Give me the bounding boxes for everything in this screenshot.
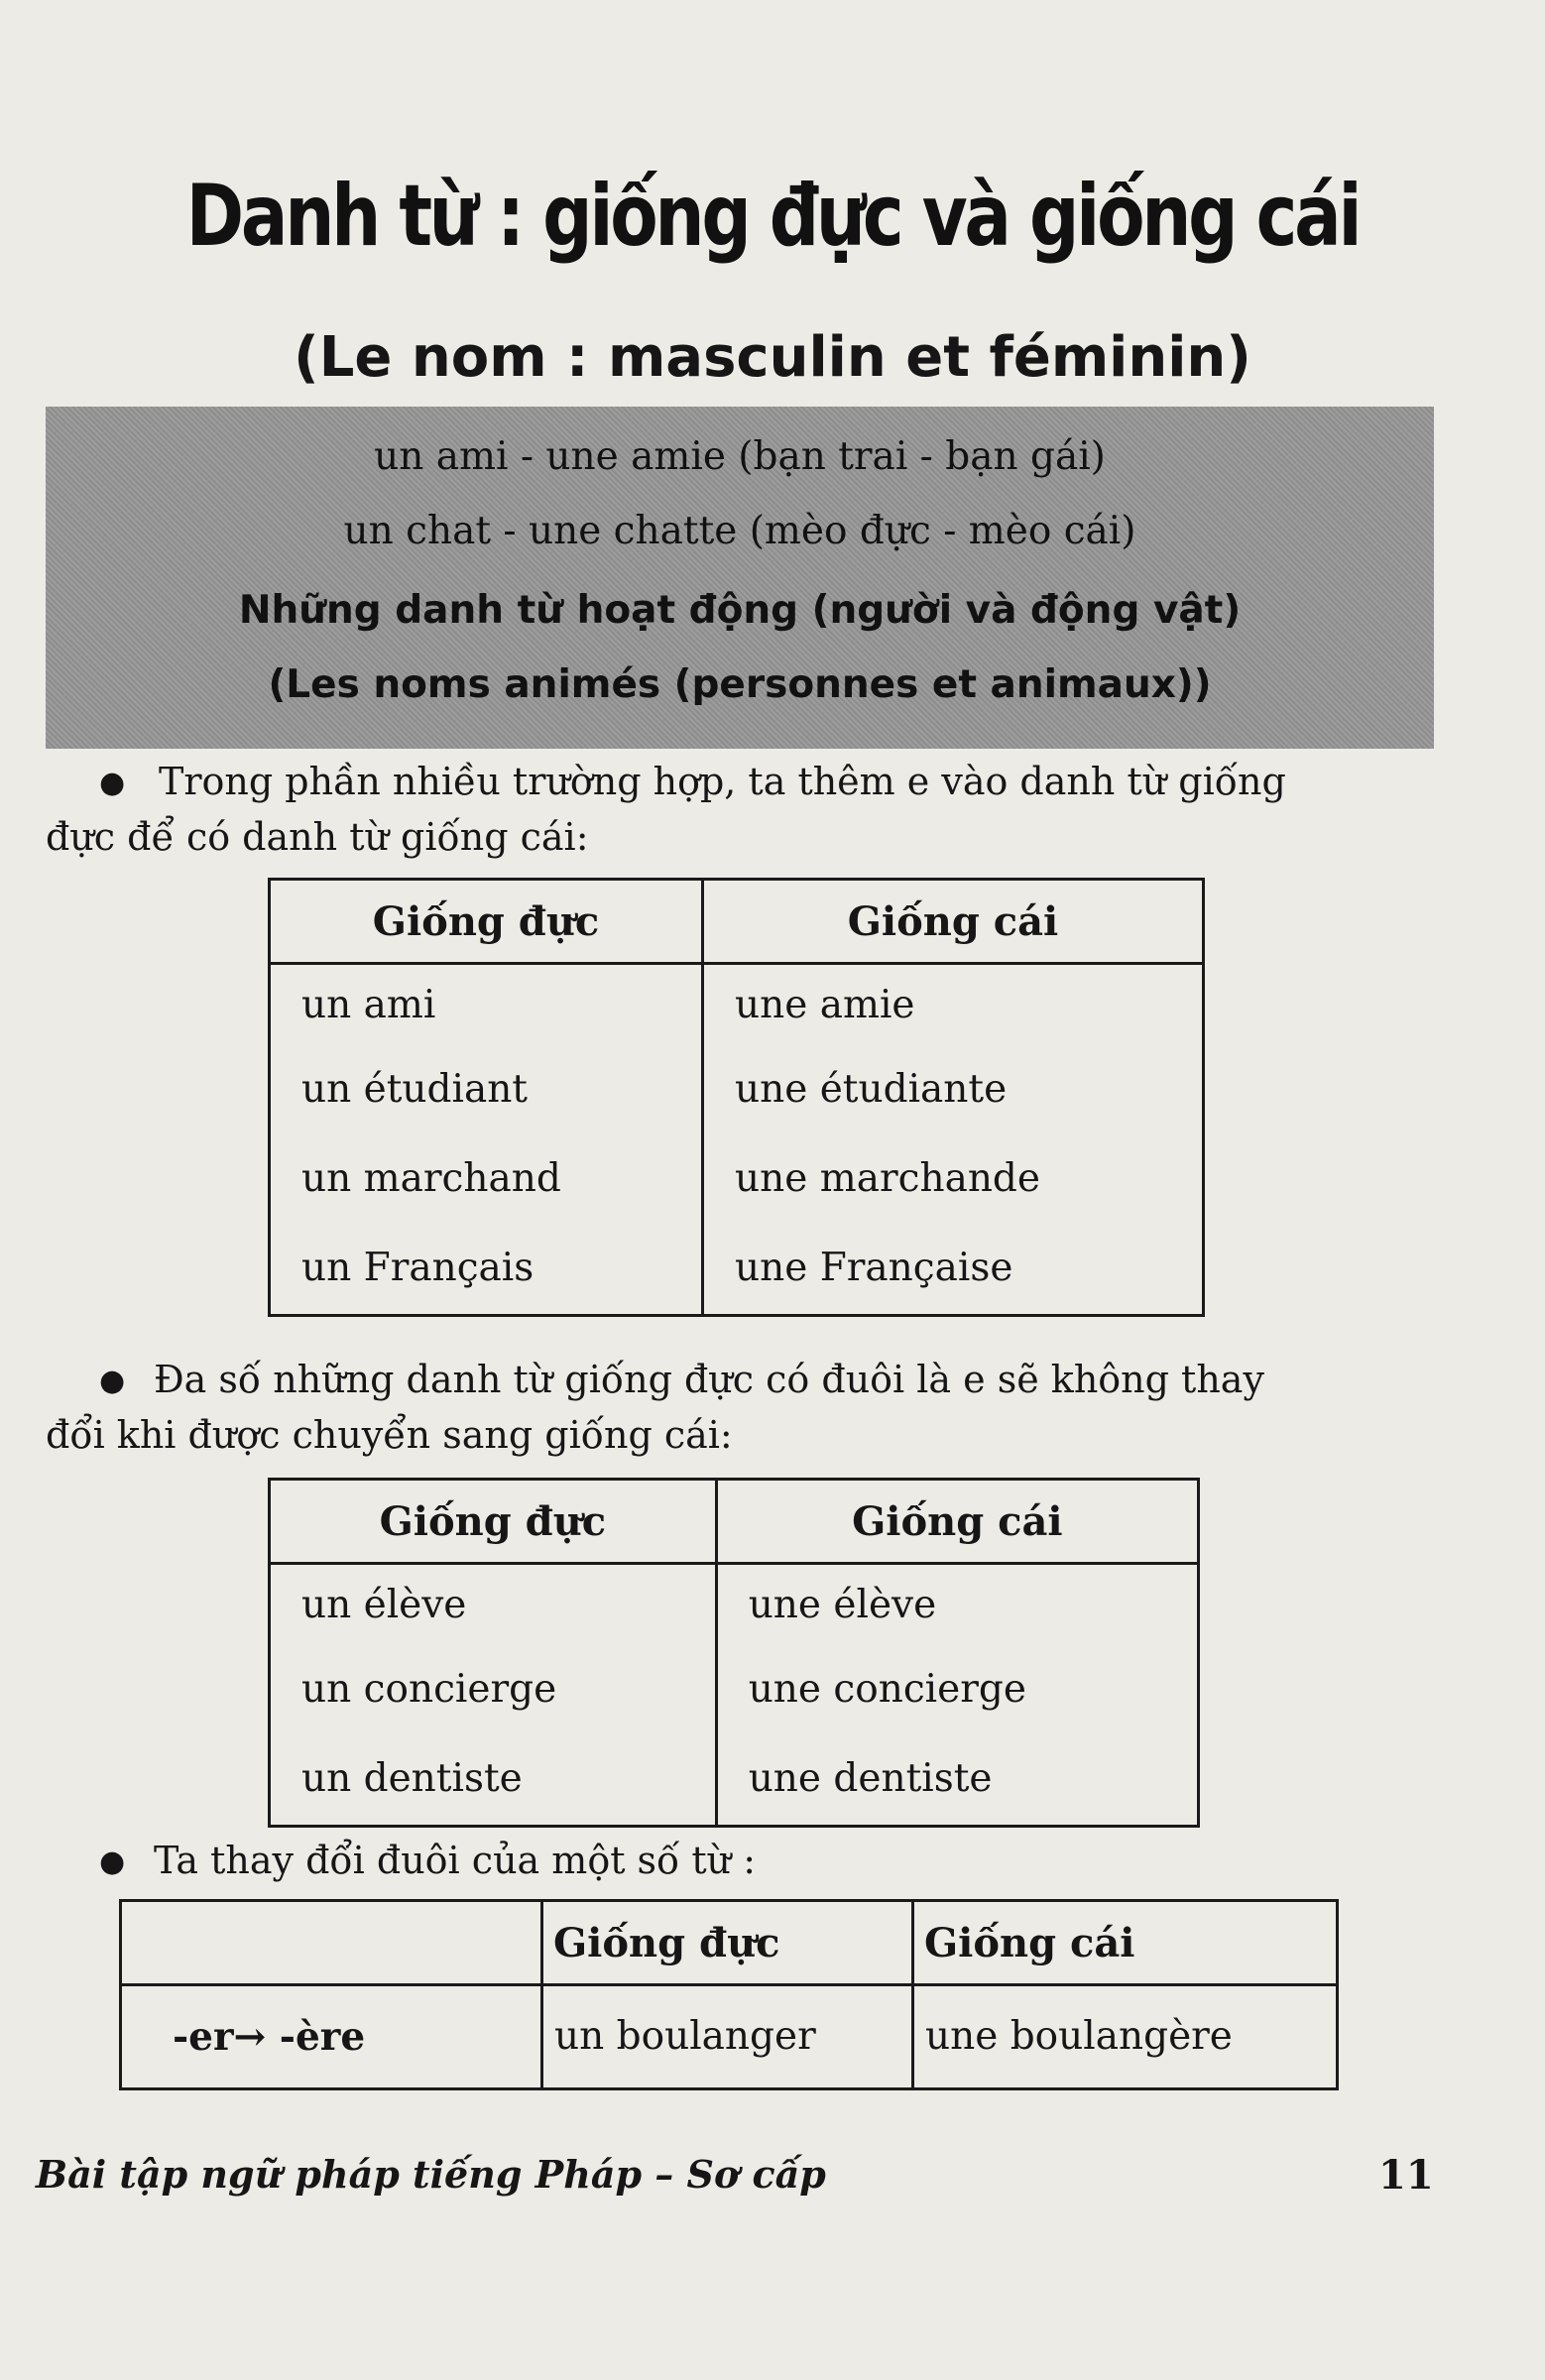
table-cell: une dentiste: [748, 1756, 993, 1801]
page-title: Danh từ : giống đực và giống cái: [185, 167, 1360, 266]
table-cell: une amie: [735, 983, 915, 1027]
rule-text: -er→ -ère: [173, 2014, 366, 2060]
table-row: [121, 1985, 1338, 2089]
table-cell: une Française: [735, 1246, 1013, 1290]
table-unchanged-e: [268, 1478, 1200, 1828]
footer-book-title: Bài tập ngữ pháp tiếng Pháp – Sơ cấp: [36, 2152, 826, 2197]
table-cell: un concierge: [301, 1667, 557, 1712]
intro-banner: [46, 407, 1434, 749]
table-cell: un Français: [301, 1246, 535, 1290]
column-header-feminine: Giống cái: [703, 880, 1204, 964]
column-header-masculine: Giống đực: [270, 1480, 717, 1564]
banner-heading: Những danh từ hoạt động (người và động vật): [238, 588, 1242, 633]
table-cell: un dentiste: [301, 1756, 523, 1801]
banner-example-2: un chat - une chatte (mèo đực - mèo cái): [343, 509, 1136, 553]
feminine-column: [716, 1564, 1198, 1827]
page-subtitle: (Le nom : masculin et féminin): [294, 325, 1251, 390]
table-cell: une boulangère: [925, 2014, 1233, 2059]
table-header-row: [121, 1901, 1338, 1985]
table-ending-change: [119, 1899, 1339, 2090]
table-cell: une marchande: [735, 1156, 1040, 1201]
table-row: [270, 964, 1204, 1316]
masculine-column: [270, 1564, 717, 1827]
table-cell: un boulanger: [554, 2014, 816, 2059]
table-cell: un étudiant: [301, 1067, 528, 1112]
bullet-dot-icon: ●: [99, 766, 126, 800]
feminine-column: [703, 964, 1204, 1316]
bullet-dot-icon: ●: [99, 1844, 126, 1879]
table-cell: une étudiante: [735, 1067, 1008, 1112]
column-header-masculine: Giống đực: [270, 880, 703, 964]
table-cell: un élève: [301, 1583, 467, 1627]
column-header-feminine: Giống cái: [913, 1901, 1338, 1985]
masculine-cell: [542, 1985, 913, 2089]
table-header-row: [270, 1480, 1199, 1564]
column-header-rule: [121, 1901, 542, 1985]
bullet-dot-icon: ●: [99, 1364, 126, 1398]
section2-text-line2: đổi khi được chuyển sang giống cái:: [46, 1413, 733, 1457]
masculine-column: [270, 964, 703, 1316]
section1-text-line1: Trong phần nhiều trường hợp, ta thêm e vào danh từ giống: [159, 760, 1286, 803]
table-cell: un marchand: [301, 1156, 561, 1201]
table-cell: une concierge: [748, 1667, 1026, 1712]
section2-text-line1: Đa số những danh từ giống đực có đuôi là e sẽ không thay: [154, 1358, 1264, 1401]
column-header-feminine: Giống cái: [716, 1480, 1198, 1564]
banner-example-1: un ami - une amie (bạn trai - bạn gái): [374, 434, 1106, 479]
banner-heading-fr: (Les noms animés (personnes et animaux)): [268, 662, 1212, 707]
column-header-masculine: Giống đực: [542, 1901, 913, 1985]
section3-text-line1: Ta thay đổi đuôi của một số từ :: [154, 1839, 756, 1882]
rule-cell: [121, 1985, 542, 2089]
page-number: 11: [1378, 2152, 1434, 2199]
table-row: [270, 1564, 1199, 1827]
feminine-cell: [913, 1985, 1338, 2089]
table-cell: une élève: [748, 1583, 937, 1627]
section1-text-line2: đực để có danh từ giống cái:: [46, 815, 589, 859]
table-header-row: [270, 880, 1204, 964]
table-add-e: [268, 878, 1205, 1317]
table-cell: un ami: [301, 983, 436, 1027]
